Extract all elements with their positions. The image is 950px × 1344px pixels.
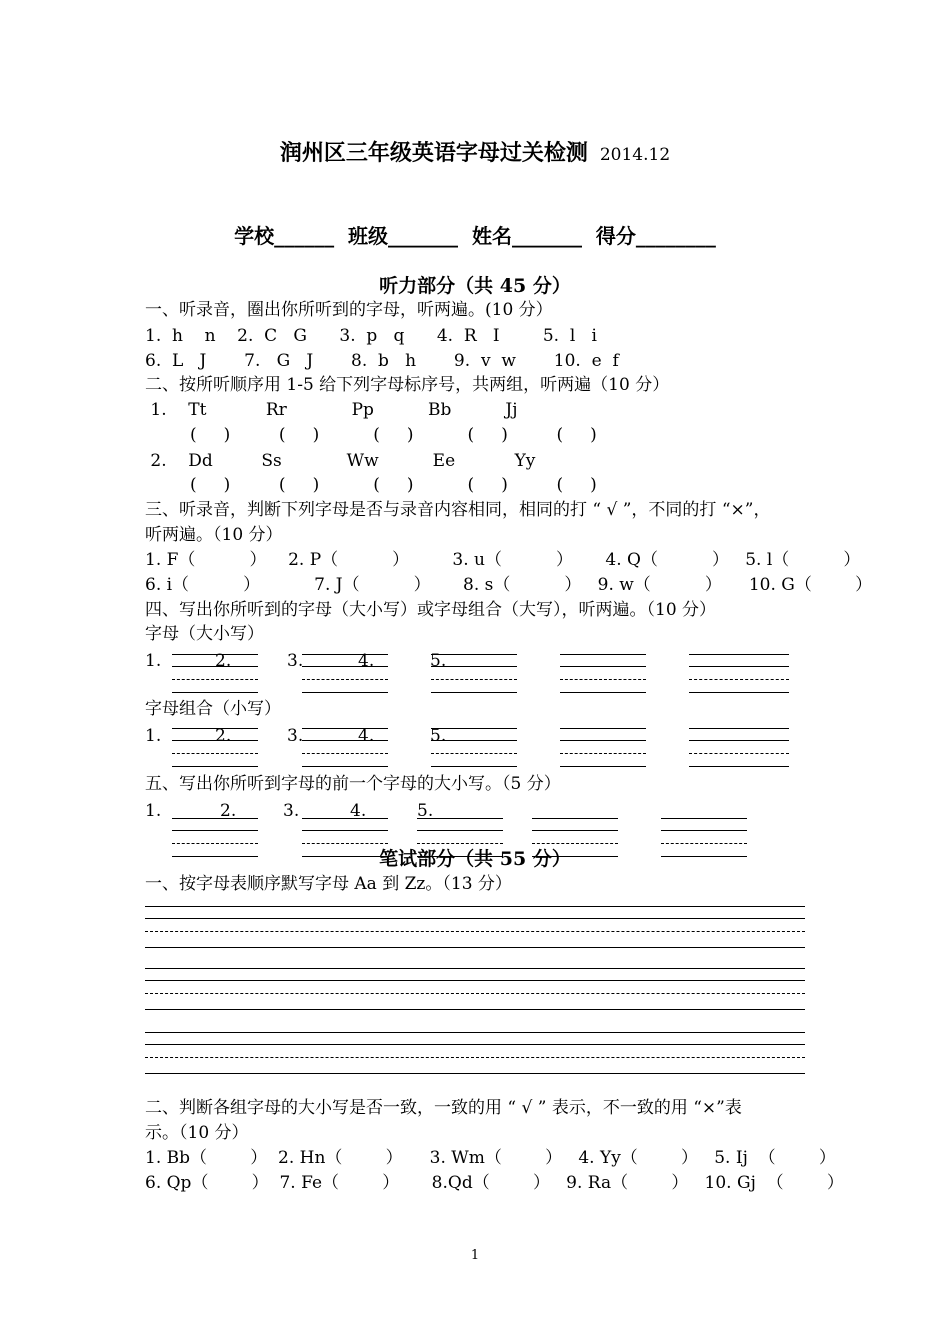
student-info-line: 学校______ 班级_______ 姓名_______ 得分________ [234,224,716,248]
l4a-writing-grid-4[interactable] [560,654,646,693]
l4a-writing-grid-5[interactable] [689,654,789,693]
l4b-writing-grid-2[interactable] [302,728,388,767]
l4b-num-5: 5. [430,726,447,746]
l2-instruction: 二、按所听顺序用 1-5 给下列字母标序号，共两组，听两遍（10 分） [145,375,670,395]
w2-row-2: 6. Qp（ ） 7. Fe（ ） 8.Qd（ ） 9. Ra（ ） 10. Gj （ ） [145,1173,844,1193]
l1-instruction: 一、听录音，圈出你所听到的字母，听两遍。(10 分） [145,300,553,320]
w2-instruction-2: 示。（10 分） [145,1123,249,1143]
l4a-writing-grid-2[interactable] [302,654,388,693]
w1-writing-grid-3[interactable] [145,1032,805,1074]
l4a-extra-line [172,692,258,693]
l4a-num-3: 3. [287,651,304,671]
l4-subheading-letters: 字母（大小写） [145,624,264,644]
l3-row-1: 1. F（ ） 2. P（ ） 3. u（ ） 4. Q（ ） 5. l（ ） [145,550,861,570]
w2-row-1: 1. Bb（ ） 2. Hn（ ） 3. Wm（ ） 4. Yy（ ） 5. Ij （ ） [145,1148,836,1168]
l1-row-1: 1. h n 2. C G 3. p q 4. R I 5. l i [145,326,597,346]
l5-num-3: 3. [283,801,300,821]
test-date: 2014.12 [599,145,671,165]
page-number: 1 [470,1248,480,1263]
w2-instruction-1: 二、判断各组字母的大小写是否一致，一致的用 “ √ ” 表示，不一致的用 “×”表 [145,1098,742,1118]
l4b-writing-grid-5[interactable] [689,728,789,767]
l5-instruction: 五、写出你所听到字母的前一个字母的大小写。（5 分） [145,774,561,794]
l4-subheading-combos: 字母组合（小写） [145,699,281,719]
l4a-num-4: 4. [358,651,375,671]
l4b-num-4: 4. [358,726,375,746]
l5-num-1: 1. [145,801,162,821]
l4b-num-3: 3. [287,726,304,746]
l3-instruction-2: 听两遍。（10 分） [145,525,283,545]
l4a-writing-grid-3[interactable] [431,654,517,693]
writing-section-header: 笔试部分（共 55 分） [379,848,571,870]
l4b-num-2: 2. [215,726,232,746]
l4b-writing-grid-4[interactable] [560,728,646,767]
l2-group-1: 1. Tt Rr Pp Bb Jj [145,400,518,420]
l2-group-2: 2. Dd Ss Ww Ee Yy [145,451,536,471]
l3-row-2: 6. i（ ） 7. J（ ） 8. s（ ） 9. w（ ） 10. G（ ） [145,575,873,595]
l5-num-5: 5. [417,801,434,821]
l4-instruction: 四、写出你所听到的字母（大小写）或字母组合（大写），听两遍。（10 分） [145,600,717,620]
l2-parens-2: ( ) ( ) ( ) ( ) ( ) [190,475,597,495]
l4a-num-2: 2. [215,651,232,671]
l4a-num-5: 5. [430,651,447,671]
l3-instruction-1: 三、听录音，判断下列字母是否与录音内容相同，相同的打 “ √ ”，不同的打 “×”， [145,500,771,520]
l1-row-2: 6. L J 7. G J 8. b h 9. v w 10. e f [145,351,619,371]
l2-parens-1: ( ) ( ) ( ) ( ) ( ) [190,425,597,445]
l4a-num-1: 1. [145,651,162,671]
l4b-num-1: 1. [145,726,162,746]
listening-section-header: 听力部分（共 45 分） [379,275,571,297]
l4b-writing-grid-3[interactable] [431,728,517,767]
page-title-line [0,136,950,167]
l5-num-4: 4. [350,801,367,821]
w1-instruction: 一、按字母表顺序默写字母 Aa 到 Zz。（13 分） [145,874,512,894]
w1-writing-grid-2[interactable] [145,968,805,1010]
w1-writing-grid-1[interactable] [145,906,805,948]
l5-num-2: 2. [220,801,237,821]
page-title: 润州区三年级英语字母过关检测 [279,140,588,166]
